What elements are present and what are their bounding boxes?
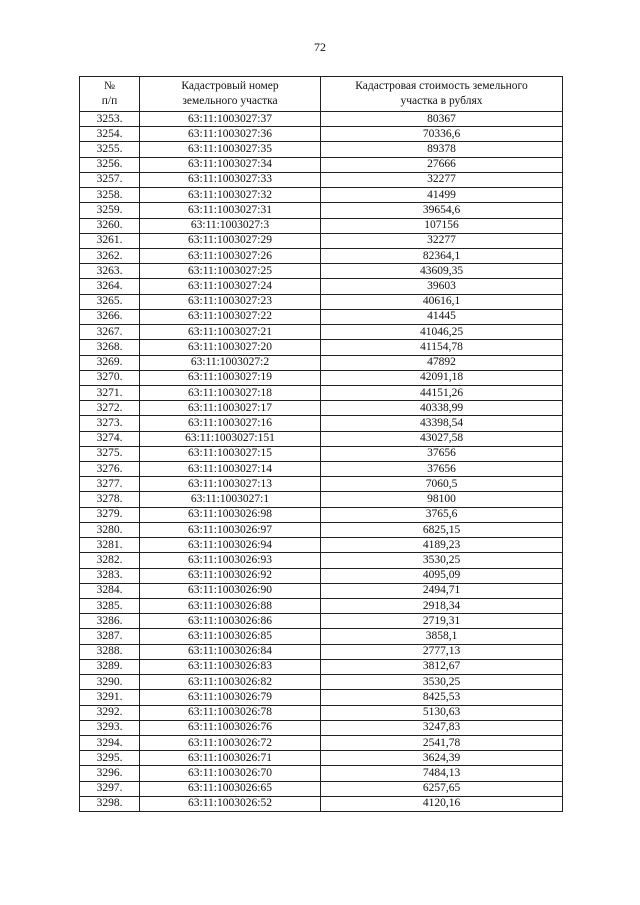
row-number-cell: 3267.: [80, 325, 140, 340]
cadastral-number-cell: 63:11:1003027:22: [140, 309, 321, 324]
table-row: [80, 583, 563, 598]
cadastral-value-cell: 44151,26: [321, 385, 563, 400]
row-number-cell: 3263.: [80, 264, 140, 279]
row-number-cell: 3259.: [80, 203, 140, 218]
cadastral-value-cell: 3247,83: [321, 720, 563, 735]
table-row: [80, 477, 563, 492]
cadastral-value-cell: 3624,39: [321, 751, 563, 766]
table-row: [80, 735, 563, 750]
table-row: [80, 294, 563, 309]
cadastral-value-cell: 39603: [321, 279, 563, 294]
cadastral-value-cell: 32277: [321, 233, 563, 248]
row-number-cell: 3293.: [80, 720, 140, 735]
cadastral-value-cell: 27666: [321, 157, 563, 172]
row-number-cell: 3292.: [80, 705, 140, 720]
table-row: [80, 233, 563, 248]
cadastral-value-cell: 7060,5: [321, 477, 563, 492]
row-number-cell: 3253.: [80, 112, 140, 127]
cadastral-number-cell: 63:11:1003026:94: [140, 538, 321, 553]
table-row: [80, 553, 563, 568]
table-row: [80, 629, 563, 644]
cadastral-value-cell: 40338,99: [321, 401, 563, 416]
cadastral-number-cell: 63:11:1003027:1: [140, 492, 321, 507]
cadastral-value-cell: 6257,65: [321, 781, 563, 796]
table-row: [80, 203, 563, 218]
cadastral-number-cell: 63:11:1003027:20: [140, 340, 321, 355]
cadastral-number-cell: 63:11:1003026:92: [140, 568, 321, 583]
row-number-cell: 3289.: [80, 659, 140, 674]
cadastral-value-cell: 40616,1: [321, 294, 563, 309]
cadastral-value-cell: 41499: [321, 188, 563, 203]
cadastral-number-cell: 63:11:1003026:65: [140, 781, 321, 796]
cadastral-value-cell: 2719,31: [321, 614, 563, 629]
row-number-cell: 3260.: [80, 218, 140, 233]
cadastral-number-cell: 63:11:1003026:52: [140, 796, 321, 811]
row-number-cell: 3277.: [80, 477, 140, 492]
cadastral-value-cell: 6825,15: [321, 522, 563, 537]
cadastral-number-cell: 63:11:1003026:86: [140, 614, 321, 629]
row-number-cell: 3265.: [80, 294, 140, 309]
table-row: [80, 325, 563, 340]
table-row: [80, 538, 563, 553]
cadastral-number-cell: 63:11:1003026:71: [140, 751, 321, 766]
cadastral-number-cell: 63:11:1003027:37: [140, 112, 321, 127]
row-number-cell: 3287.: [80, 629, 140, 644]
row-number-cell: 3256.: [80, 157, 140, 172]
cadastral-value-cell: 2494,71: [321, 583, 563, 598]
header-cadastral-value-line-1: Кадастровая стоимость земельного: [355, 80, 528, 92]
table-row: [80, 188, 563, 203]
row-number-cell: 3271.: [80, 385, 140, 400]
cadastral-value-cell: 41154,78: [321, 340, 563, 355]
cadastral-number-cell: 63:11:1003026:88: [140, 599, 321, 614]
cadastral-number-cell: 63:11:1003027:23: [140, 294, 321, 309]
row-number-cell: 3279.: [80, 507, 140, 522]
row-number-cell: 3285.: [80, 599, 140, 614]
cadastral-number-cell: 63:11:1003027:15: [140, 446, 321, 461]
cadastral-value-cell: 3858,1: [321, 629, 563, 644]
cadastral-value-cell: 41445: [321, 309, 563, 324]
cadastral-value-cell: 41046,25: [321, 325, 563, 340]
row-number-cell: 3294.: [80, 735, 140, 750]
table-row: [80, 446, 563, 461]
cadastral-number-cell: 63:11:1003026:84: [140, 644, 321, 659]
page-number: 72: [314, 40, 326, 54]
cadastral-value-cell: 82364,1: [321, 248, 563, 263]
cadastral-number-cell: 63:11:1003027:2: [140, 355, 321, 370]
row-number-cell: 3284.: [80, 583, 140, 598]
table-row: [80, 644, 563, 659]
row-number-cell: 3255.: [80, 142, 140, 157]
cadastral-number-cell: 63:11:1003026:72: [140, 735, 321, 750]
table-row: [80, 142, 563, 157]
row-number-cell: 3288.: [80, 644, 140, 659]
cadastral-number-cell: 63:11:1003027:17: [140, 401, 321, 416]
table-row: [80, 340, 563, 355]
table-row: [80, 127, 563, 142]
cadastral-number-cell: 63:11:1003027:32: [140, 188, 321, 203]
cadastral-number-cell: 63:11:1003026:70: [140, 766, 321, 781]
row-number-cell: 3291.: [80, 690, 140, 705]
cadastral-value-cell: 3530,25: [321, 675, 563, 690]
cadastral-value-cell: 4120,16: [321, 796, 563, 811]
header-cadastral-number-line-2: земельного участка: [182, 95, 278, 107]
row-number-cell: 3274.: [80, 431, 140, 446]
cadastral-number-cell: 63:11:1003027:34: [140, 157, 321, 172]
table-row: [80, 705, 563, 720]
row-number-cell: 3278.: [80, 492, 140, 507]
row-number-cell: 3254.: [80, 127, 140, 142]
cadastral-number-cell: 63:11:1003026:76: [140, 720, 321, 735]
header-row-number: [80, 77, 140, 112]
cadastral-value-cell: 107156: [321, 218, 563, 233]
row-number-cell: 3261.: [80, 233, 140, 248]
cadastral-value-cell: 43027,58: [321, 431, 563, 446]
table-row: [80, 385, 563, 400]
cadastral-number-cell: 63:11:1003026:78: [140, 705, 321, 720]
cadastral-value-cell: 7484,13: [321, 766, 563, 781]
table-row: [80, 462, 563, 477]
row-number-cell: 3272.: [80, 401, 140, 416]
table-row: [80, 355, 563, 370]
row-number-cell: 3295.: [80, 751, 140, 766]
table-row: [80, 416, 563, 431]
cadastral-number-cell: 63:11:1003027:14: [140, 462, 321, 477]
cadastral-number-cell: 63:11:1003027:29: [140, 233, 321, 248]
row-number-cell: 3264.: [80, 279, 140, 294]
table-row: [80, 781, 563, 796]
table-row: [80, 309, 563, 324]
header-cadastral-number: [140, 77, 321, 112]
table-row: [80, 720, 563, 735]
cadastral-number-cell: 63:11:1003026:85: [140, 629, 321, 644]
cadastral-number-cell: 63:11:1003026:90: [140, 583, 321, 598]
cadastral-value-cell: 5130,63: [321, 705, 563, 720]
header-cadastral-number-line-1: Кадастровый номер: [181, 80, 279, 92]
table-row: [80, 507, 563, 522]
row-number-cell: 3283.: [80, 568, 140, 583]
row-number-cell: 3296.: [80, 766, 140, 781]
cadastral-value-cell: 2541,78: [321, 735, 563, 750]
row-number-cell: 3276.: [80, 462, 140, 477]
header-row-number-line-2: п/п: [101, 95, 118, 107]
table-row: [80, 675, 563, 690]
cadastral-value-cell: 42091,18: [321, 370, 563, 385]
table-header-row: [80, 77, 563, 112]
table-row: [80, 766, 563, 781]
row-number-cell: 3286.: [80, 614, 140, 629]
row-number-cell: 3298.: [80, 796, 140, 811]
cadastral-value-cell: 2777,13: [321, 644, 563, 659]
cadastral-number-cell: 63:11:1003027:25: [140, 264, 321, 279]
table-row: [80, 568, 563, 583]
cadastral-value-cell: 4189,23: [321, 538, 563, 553]
row-number-cell: 3257.: [80, 172, 140, 187]
cadastral-value-cell: 4095,09: [321, 568, 563, 583]
cadastral-value-cell: 37656: [321, 446, 563, 461]
cadastral-value-cell: 3812,67: [321, 659, 563, 674]
cadastral-value-table: [79, 76, 563, 812]
cadastral-value-cell: 80367: [321, 112, 563, 127]
row-number-cell: 3275.: [80, 446, 140, 461]
cadastral-value-cell: 43609,35: [321, 264, 563, 279]
cadastral-value-cell: 39654,6: [321, 203, 563, 218]
table-row: [80, 264, 563, 279]
table-row: [80, 279, 563, 294]
table-row: [80, 751, 563, 766]
header-cadastral-value-line-2: участка в рублях: [400, 95, 483, 107]
cadastral-number-cell: 63:11:1003027:151: [140, 431, 321, 446]
cadastral-number-cell: 63:11:1003027:33: [140, 172, 321, 187]
cadastral-value-cell: 2918,34: [321, 599, 563, 614]
row-number-cell: 3273.: [80, 416, 140, 431]
cadastral-number-cell: 63:11:1003027:35: [140, 142, 321, 157]
row-number-cell: 3258.: [80, 188, 140, 203]
cadastral-value-cell: 70336,6: [321, 127, 563, 142]
cadastral-value-cell: 89378: [321, 142, 563, 157]
cadastral-number-cell: 63:11:1003027:31: [140, 203, 321, 218]
table-row: [80, 690, 563, 705]
table-row: [80, 112, 563, 127]
cadastral-number-cell: 63:11:1003026:83: [140, 659, 321, 674]
table-row: [80, 492, 563, 507]
table-row: [80, 248, 563, 263]
cadastral-value-cell: 43398,54: [321, 416, 563, 431]
table-row: [80, 599, 563, 614]
cadastral-value-cell: 32277: [321, 172, 563, 187]
row-number-cell: 3282.: [80, 553, 140, 568]
table-row: [80, 796, 563, 811]
table-row: [80, 431, 563, 446]
row-number-cell: 3270.: [80, 370, 140, 385]
cadastral-number-cell: 63:11:1003027:26: [140, 248, 321, 263]
row-number-cell: 3262.: [80, 248, 140, 263]
row-number-cell: 3280.: [80, 522, 140, 537]
row-number-cell: 3266.: [80, 309, 140, 324]
cadastral-number-cell: 63:11:1003027:36: [140, 127, 321, 142]
cadastral-number-cell: 63:11:1003026:82: [140, 675, 321, 690]
row-number-cell: 3297.: [80, 781, 140, 796]
cadastral-value-cell: 3530,25: [321, 553, 563, 568]
table-row: [80, 218, 563, 233]
cadastral-number-cell: 63:11:1003027:21: [140, 325, 321, 340]
cadastral-number-cell: 63:11:1003026:97: [140, 522, 321, 537]
header-row-number-line-1: №: [104, 80, 115, 92]
cadastral-number-cell: 63:11:1003026:98: [140, 507, 321, 522]
table-row: [80, 370, 563, 385]
cadastral-value-cell: 37656: [321, 462, 563, 477]
table-row: [80, 614, 563, 629]
cadastral-value-cell: 8425,53: [321, 690, 563, 705]
cadastral-value-cell: 98100: [321, 492, 563, 507]
row-number-cell: 3290.: [80, 675, 140, 690]
table-row: [80, 522, 563, 537]
header-cadastral-value: [321, 77, 563, 112]
cadastral-number-cell: 63:11:1003026:79: [140, 690, 321, 705]
table-row: [80, 157, 563, 172]
cadastral-number-cell: 63:11:1003027:3: [140, 218, 321, 233]
cadastral-number-cell: 63:11:1003027:24: [140, 279, 321, 294]
cadastral-value-cell: 47892: [321, 355, 563, 370]
row-number-cell: 3269.: [80, 355, 140, 370]
row-number-cell: 3281.: [80, 538, 140, 553]
cadastral-value-cell: 3765,6: [321, 507, 563, 522]
cadastral-number-cell: 63:11:1003027:16: [140, 416, 321, 431]
table-body: [80, 112, 563, 812]
table-row: [80, 172, 563, 187]
row-number-cell: 3268.: [80, 340, 140, 355]
cadastral-number-cell: 63:11:1003027:18: [140, 385, 321, 400]
cadastral-number-cell: 63:11:1003027:19: [140, 370, 321, 385]
cadastral-number-cell: 63:11:1003026:93: [140, 553, 321, 568]
table-row: [80, 659, 563, 674]
cadastral-number-cell: 63:11:1003027:13: [140, 477, 321, 492]
table-row: [80, 401, 563, 416]
